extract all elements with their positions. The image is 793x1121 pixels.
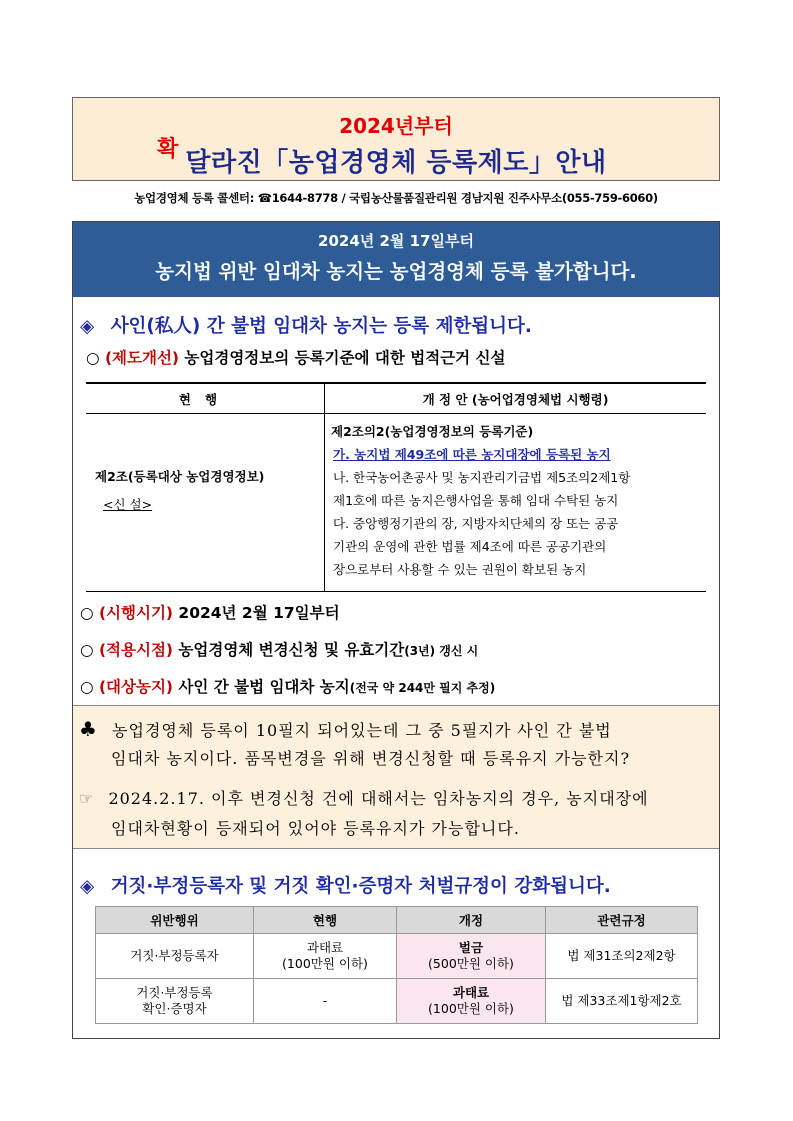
answer [79, 784, 649, 814]
club-icon: ♣ [79, 717, 98, 741]
title-header [72, 97, 720, 181]
table-header: 관련규정 [546, 907, 698, 934]
item-small-text: (전국 약 244만 필지 추정) [349, 681, 496, 695]
item-tag: (제도개선) [104, 349, 179, 367]
item-tag: (대상농지) [98, 678, 173, 696]
banner-headline: 농지법 위반 임대차 농지는 농업경영체 등록 불가합니다. [155, 260, 637, 283]
table-cell [254, 934, 397, 979]
item-text: 2024년 2월 17일부터 [178, 604, 340, 622]
table-row [96, 934, 698, 979]
list-item [80, 675, 495, 697]
diamond-bullet-icon: ◈ [80, 316, 95, 337]
notice-banner [73, 222, 719, 297]
answer-line1: 2024.2.17. 이후 변경신청 건에 대해서는 임차농지의 경우, 농지대장에 [108, 789, 649, 808]
question-line1: 농업경영체 등록이 10필지 되어있는데 그 중 5필지가 사인 간 불법 [112, 721, 612, 740]
section2-heading-text: 거짓·부정등록자 및 거짓 확인·증명자 처벌규정이 강화됩니다. [110, 876, 611, 897]
current-cell [86, 414, 325, 592]
item-text: 사인 간 불법 임대차 농지 [178, 678, 350, 696]
cell-line: 벌금 [458, 940, 484, 955]
penalty-table [95, 906, 698, 1024]
table-cell: 법 제31조의2제2항 [546, 934, 698, 979]
contact-line: 농업경영체 등록 콜센터: ☎1644-8778 / 국립농산물품질관리원 경남지원 진주사무소(055-759-6060) [134, 191, 658, 205]
item-tag: (적용시점) [98, 641, 173, 659]
cell-line: 과태료 [306, 940, 344, 955]
question [79, 714, 612, 746]
circle-bullet-icon: ○ [86, 349, 100, 367]
circle-bullet-icon: ○ [80, 678, 94, 696]
table-header-current: 현행 [86, 383, 325, 414]
table-cell: 거짓·부정등록자 [96, 934, 254, 979]
table-cell [96, 979, 254, 1024]
table-row [96, 979, 698, 1024]
section1-heading [80, 312, 532, 338]
cell-line: 확인·증명자 [142, 1001, 207, 1016]
table-cell [397, 979, 546, 1024]
cell-line: (500만원 이하) [428, 956, 514, 971]
qa-box [73, 705, 719, 849]
proposed-clause-a: 가. 농지법 제49조에 따른 농지대장에 등록된 농지 [333, 447, 611, 462]
cell-line: 거짓·부정등록 [136, 985, 213, 1000]
answer-line2: 임대차현황이 등재되어 있어야 등록유지가 가능합니다. [111, 819, 520, 838]
circle-bullet-icon: ○ [80, 604, 94, 622]
item-text: 농업경영체 변경신청 및 유효기간 [178, 641, 405, 659]
item-text: 농업경영정보의 등록기준에 대한 법적근거 신설 [184, 349, 506, 367]
proposed-clause-c2: 기관의 운영에 관한 법률 제4조에 따른 공공기관의 [333, 539, 607, 554]
proposed-clause-c3: 장으로부터 사용할 수 있는 권원이 확보된 농지 [333, 562, 587, 577]
proposed-cell [325, 414, 707, 592]
diamond-bullet-icon: ◈ [80, 876, 95, 897]
cell-line: (100만원 이하) [282, 956, 368, 971]
table-header: 위반행위 [96, 907, 254, 934]
proposed-clause-b2: 제1호에 따른 농지은행사업을 통해 임대 수탁된 농지 [333, 493, 619, 508]
document-title: 달라진「농업경영체 등록제도」안내 [185, 148, 607, 178]
cell-line: 과태료 [452, 985, 490, 1000]
current-article-title: 제2조(등록대상 농업경영정보) [95, 469, 265, 484]
proposed-clause-b1: 나. 한국농어촌공사 및 농지관리기금법 제5조의2제1항 [333, 470, 631, 485]
list-item [80, 601, 340, 623]
table-header: 현행 [254, 907, 397, 934]
banner-date: 2024년 2월 17일부터 [318, 232, 474, 250]
amendment-table [86, 382, 706, 592]
section2-heading [80, 872, 611, 898]
table-cell [397, 934, 546, 979]
question-line2: 임대차 농지이다. 품목변경을 위해 변경신청할 때 등록유지 가능한지? [111, 749, 631, 768]
table-header: 개정 [397, 907, 546, 934]
proposed-clause-c1: 다. 중앙행정기관의 장, 지방자치단체의 장 또는 공공 [333, 516, 619, 531]
circle-bullet-icon: ○ [80, 641, 94, 659]
header-year-line: 2024년부터 [339, 114, 453, 138]
item-small-text: (3년) 갱신 시 [404, 644, 479, 658]
list-item [80, 638, 478, 660]
pointing-hand-icon: ☞ [79, 789, 95, 808]
reform-item [86, 346, 505, 368]
section1-heading-text: 사인(私人) 간 불법 임대차 농지는 등록 제한됩니다. [110, 316, 532, 337]
header-hwak-mark: 확 [157, 137, 179, 162]
proposed-article-title: 제2조의2(농업경영정보의 등록기준) [331, 424, 534, 439]
table-header-proposed: 개 정 안 (농어업경영체법 시행령) [325, 383, 707, 414]
table-cell: 법 제33조제1항제2호 [546, 979, 698, 1024]
table-cell: - [254, 979, 397, 1024]
current-article-note: <신 설> [103, 497, 153, 512]
item-tag: (시행시기) [98, 604, 173, 622]
cell-line: (100만원 이하) [428, 1001, 514, 1016]
